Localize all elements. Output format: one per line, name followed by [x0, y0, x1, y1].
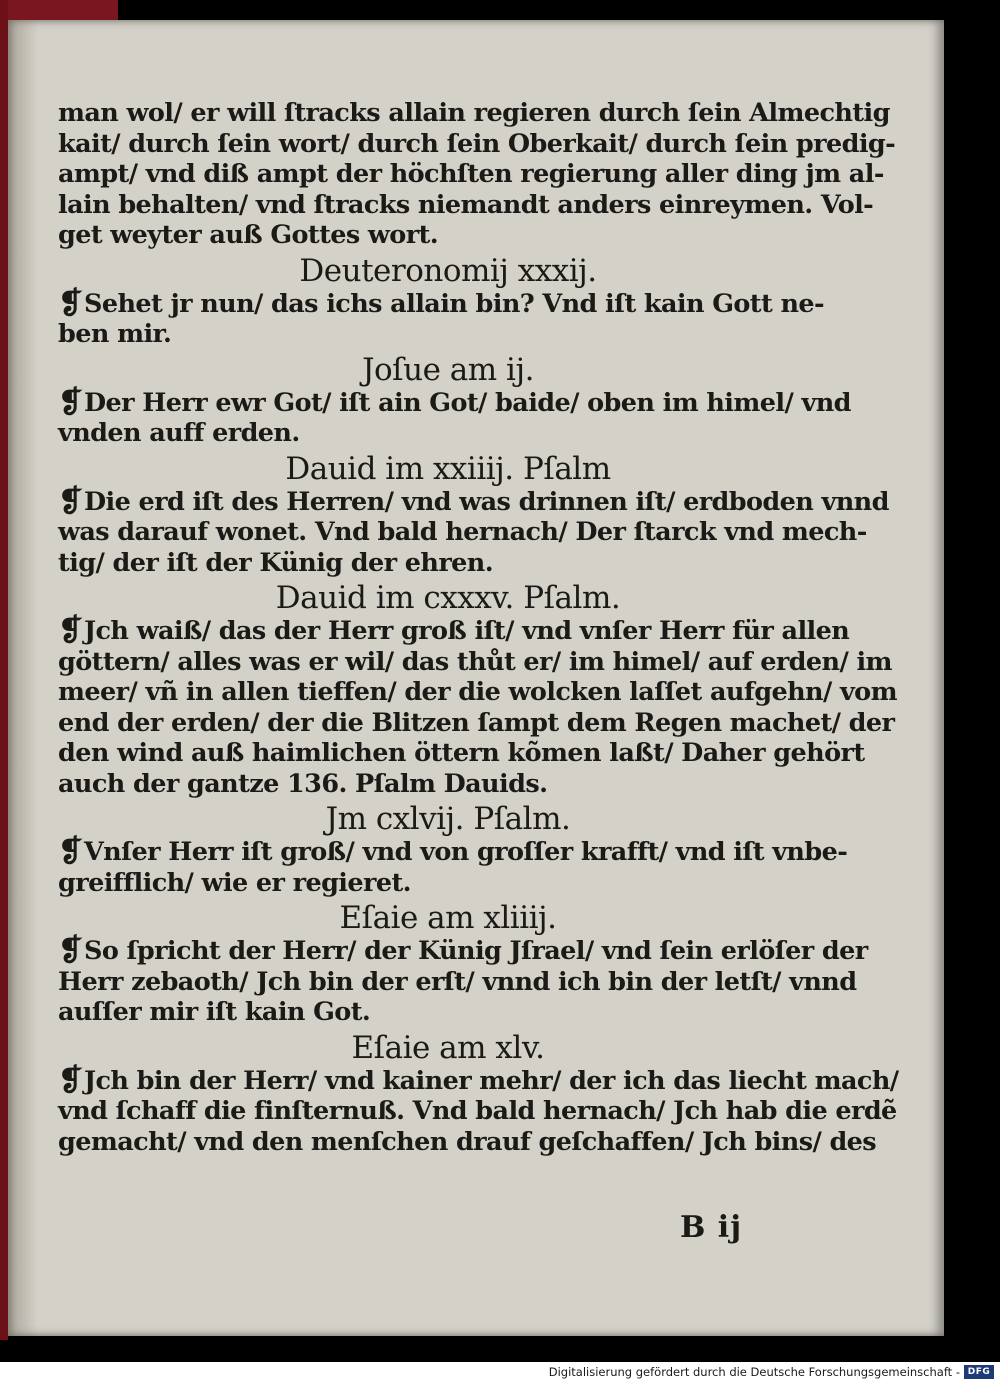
footer-bar	[0, 1362, 1000, 1382]
paragraph	[58, 1062, 899, 1098]
section-heading: Joſue am ij.	[362, 351, 534, 388]
text-line: gemacht/ vnd den menſchen drauf geſchaffen/ Jch bins/ des	[58, 1126, 877, 1157]
text-line: meer/ vñ in allen tieffen/ der die wolcken laſſet aufgehn/ vom	[58, 677, 897, 707]
text-line: göttern/ alles was er wil/ das thůt er/ im himel/ auf erden/ im	[58, 646, 892, 677]
section-heading: Eſaie am xliiij.	[339, 900, 557, 936]
text-line: greifflich/ wie er regieret.	[58, 867, 411, 898]
section-heading: Jm cxlvij. Pſalm.	[325, 801, 571, 837]
intro-paragraph	[58, 98, 896, 251]
section-heading: Deuteronomij xxxij.	[299, 252, 597, 289]
text-line: tig/ der iſt der Künig der ehren.	[58, 547, 494, 578]
paragraph	[58, 285, 838, 321]
text-line: den wind auß haimlichen öttern kõmen laßt/ Daher gehört	[58, 738, 865, 768]
paragraph	[58, 384, 851, 420]
text-line: auch der gantze 136. Pſalm Dauids.	[58, 768, 548, 799]
pilcrow-mark: ❡	[58, 613, 84, 648]
text-line: Sehet jr nun/ das ichs allain bin? Vnd iſt kain Gott ne-	[84, 288, 824, 319]
pilcrow-mark: ❡	[58, 285, 84, 321]
signature-mark: B ij	[680, 1210, 743, 1245]
dfg-logo-icon[interactable]: DFG	[964, 1365, 994, 1379]
text-line: ampt/ vnd diß ampt der höchſten regierung aller ding jm al-	[58, 159, 884, 189]
text-line: vnden auff erden.	[58, 418, 300, 448]
text-line: Die erd iſt des Herren/ vnd was drinnen iſt/ erdboden vnnd	[84, 486, 889, 517]
text-line: kait/ durch ſein wort/ durch ſein Oberkait/ durch ſein predig-	[58, 128, 896, 159]
text-line: lain behalten/ vnd ſtracks niemandt anders einreymen. Vol-	[58, 189, 874, 220]
section-heading: Eſaie am xlv.	[351, 1029, 545, 1066]
text-line: vnd ſchaff die finſternuß. Vnd bald hernach/ Jch hab die erdẽ	[58, 1096, 897, 1126]
text-line: Jch waiß/ das der Herr groß iſt/ vnd vnſer Herr für allen	[84, 616, 850, 646]
text-line: Der Herr ewr Got/ iſt ain Got/ baide/ oben im himel/ vnd	[84, 387, 851, 418]
text-line: auſſer mir iſt kain Got.	[58, 997, 371, 1027]
book-page	[8, 20, 944, 1336]
text-line: Herr zebaoth/ Jch bin der erſt/ vnnd ich bin der letſt/ vnnd	[58, 966, 857, 997]
section-heading: Dauid im cxxxv. Pſalm.	[275, 580, 621, 616]
section-heading: Dauid im xxiiij. Pſalm	[285, 450, 611, 487]
text-line: end der erden/ der die Blitzen ſampt dem Regen machet/ der	[58, 707, 895, 738]
pilcrow-mark: ❡	[58, 483, 84, 519]
pilcrow-mark: ❡	[58, 834, 84, 869]
pilcrow-mark: ❡	[58, 933, 84, 968]
page-text	[58, 98, 899, 1157]
text-line: ben mir.	[58, 319, 172, 349]
paragraph	[58, 483, 889, 519]
text-line: Vnſer Herr iſt groß/ vnd von groſſer krafft/ vnd iſt vnbe-	[84, 837, 848, 867]
funding-credit: Digitalisierung gefördert durch die Deutsche Forschungsgemeinschaft -	[548, 1365, 960, 1379]
paragraph	[58, 613, 850, 648]
gutter-shadow	[8, 20, 38, 1336]
pilcrow-mark: ❡	[58, 1062, 84, 1098]
paragraph	[58, 933, 868, 968]
paragraph	[58, 834, 848, 869]
text-line: was darauf wonet. Vnd bald hernach/ Der ſtarck vnd mech-	[58, 517, 867, 547]
text-line: So ſpricht der Herr/ der Künig Jſrael/ vnd ſein erlöſer der	[84, 936, 868, 966]
pilcrow-mark: ❡	[58, 384, 84, 420]
text-line: Jch bin der Herr/ vnd kainer mehr/ der ich das liecht mach/	[84, 1065, 899, 1096]
binding-edge-left	[0, 0, 8, 1340]
text-line: man wol/ er will ſtracks allain regieren durch ſein Almechtig	[58, 98, 890, 128]
text-line: get weyter auß Gottes wort.	[58, 220, 438, 250]
